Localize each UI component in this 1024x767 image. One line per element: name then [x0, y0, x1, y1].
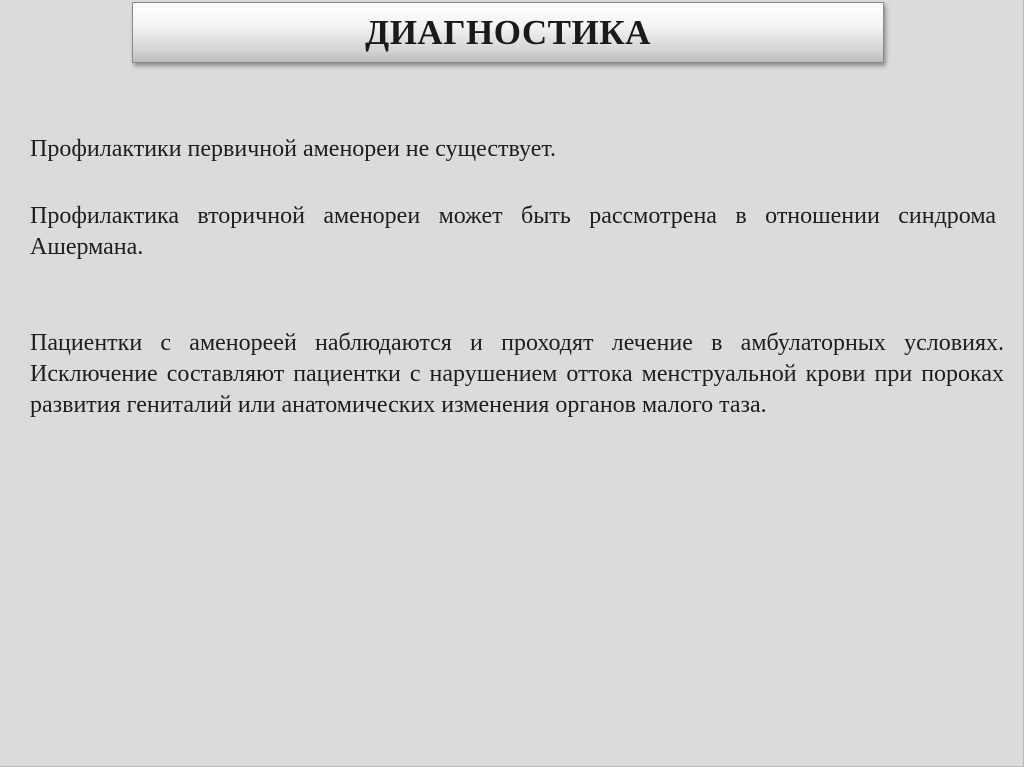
paragraph-outpatient-care: Пациентки с аменореей наблюдаются и проходят лечение в амбулаторных условиях. Исключение составляют пациентки с нарушением оттока менструальной крови при пороках развития гениталий или анатомических изменения органов малого таза.: [30, 330, 1004, 418]
paragraph-secondary-prevention: Профилактика вторичной аменореи может быть рассмотрена в отношении синдрома Ашермана.: [30, 203, 996, 260]
title-banner: [132, 2, 884, 63]
paragraph-primary-prevention: Профилактики первичной аменореи не существует.: [30, 136, 557, 162]
slide-title: ДИАГНОСТИКА: [365, 12, 651, 52]
